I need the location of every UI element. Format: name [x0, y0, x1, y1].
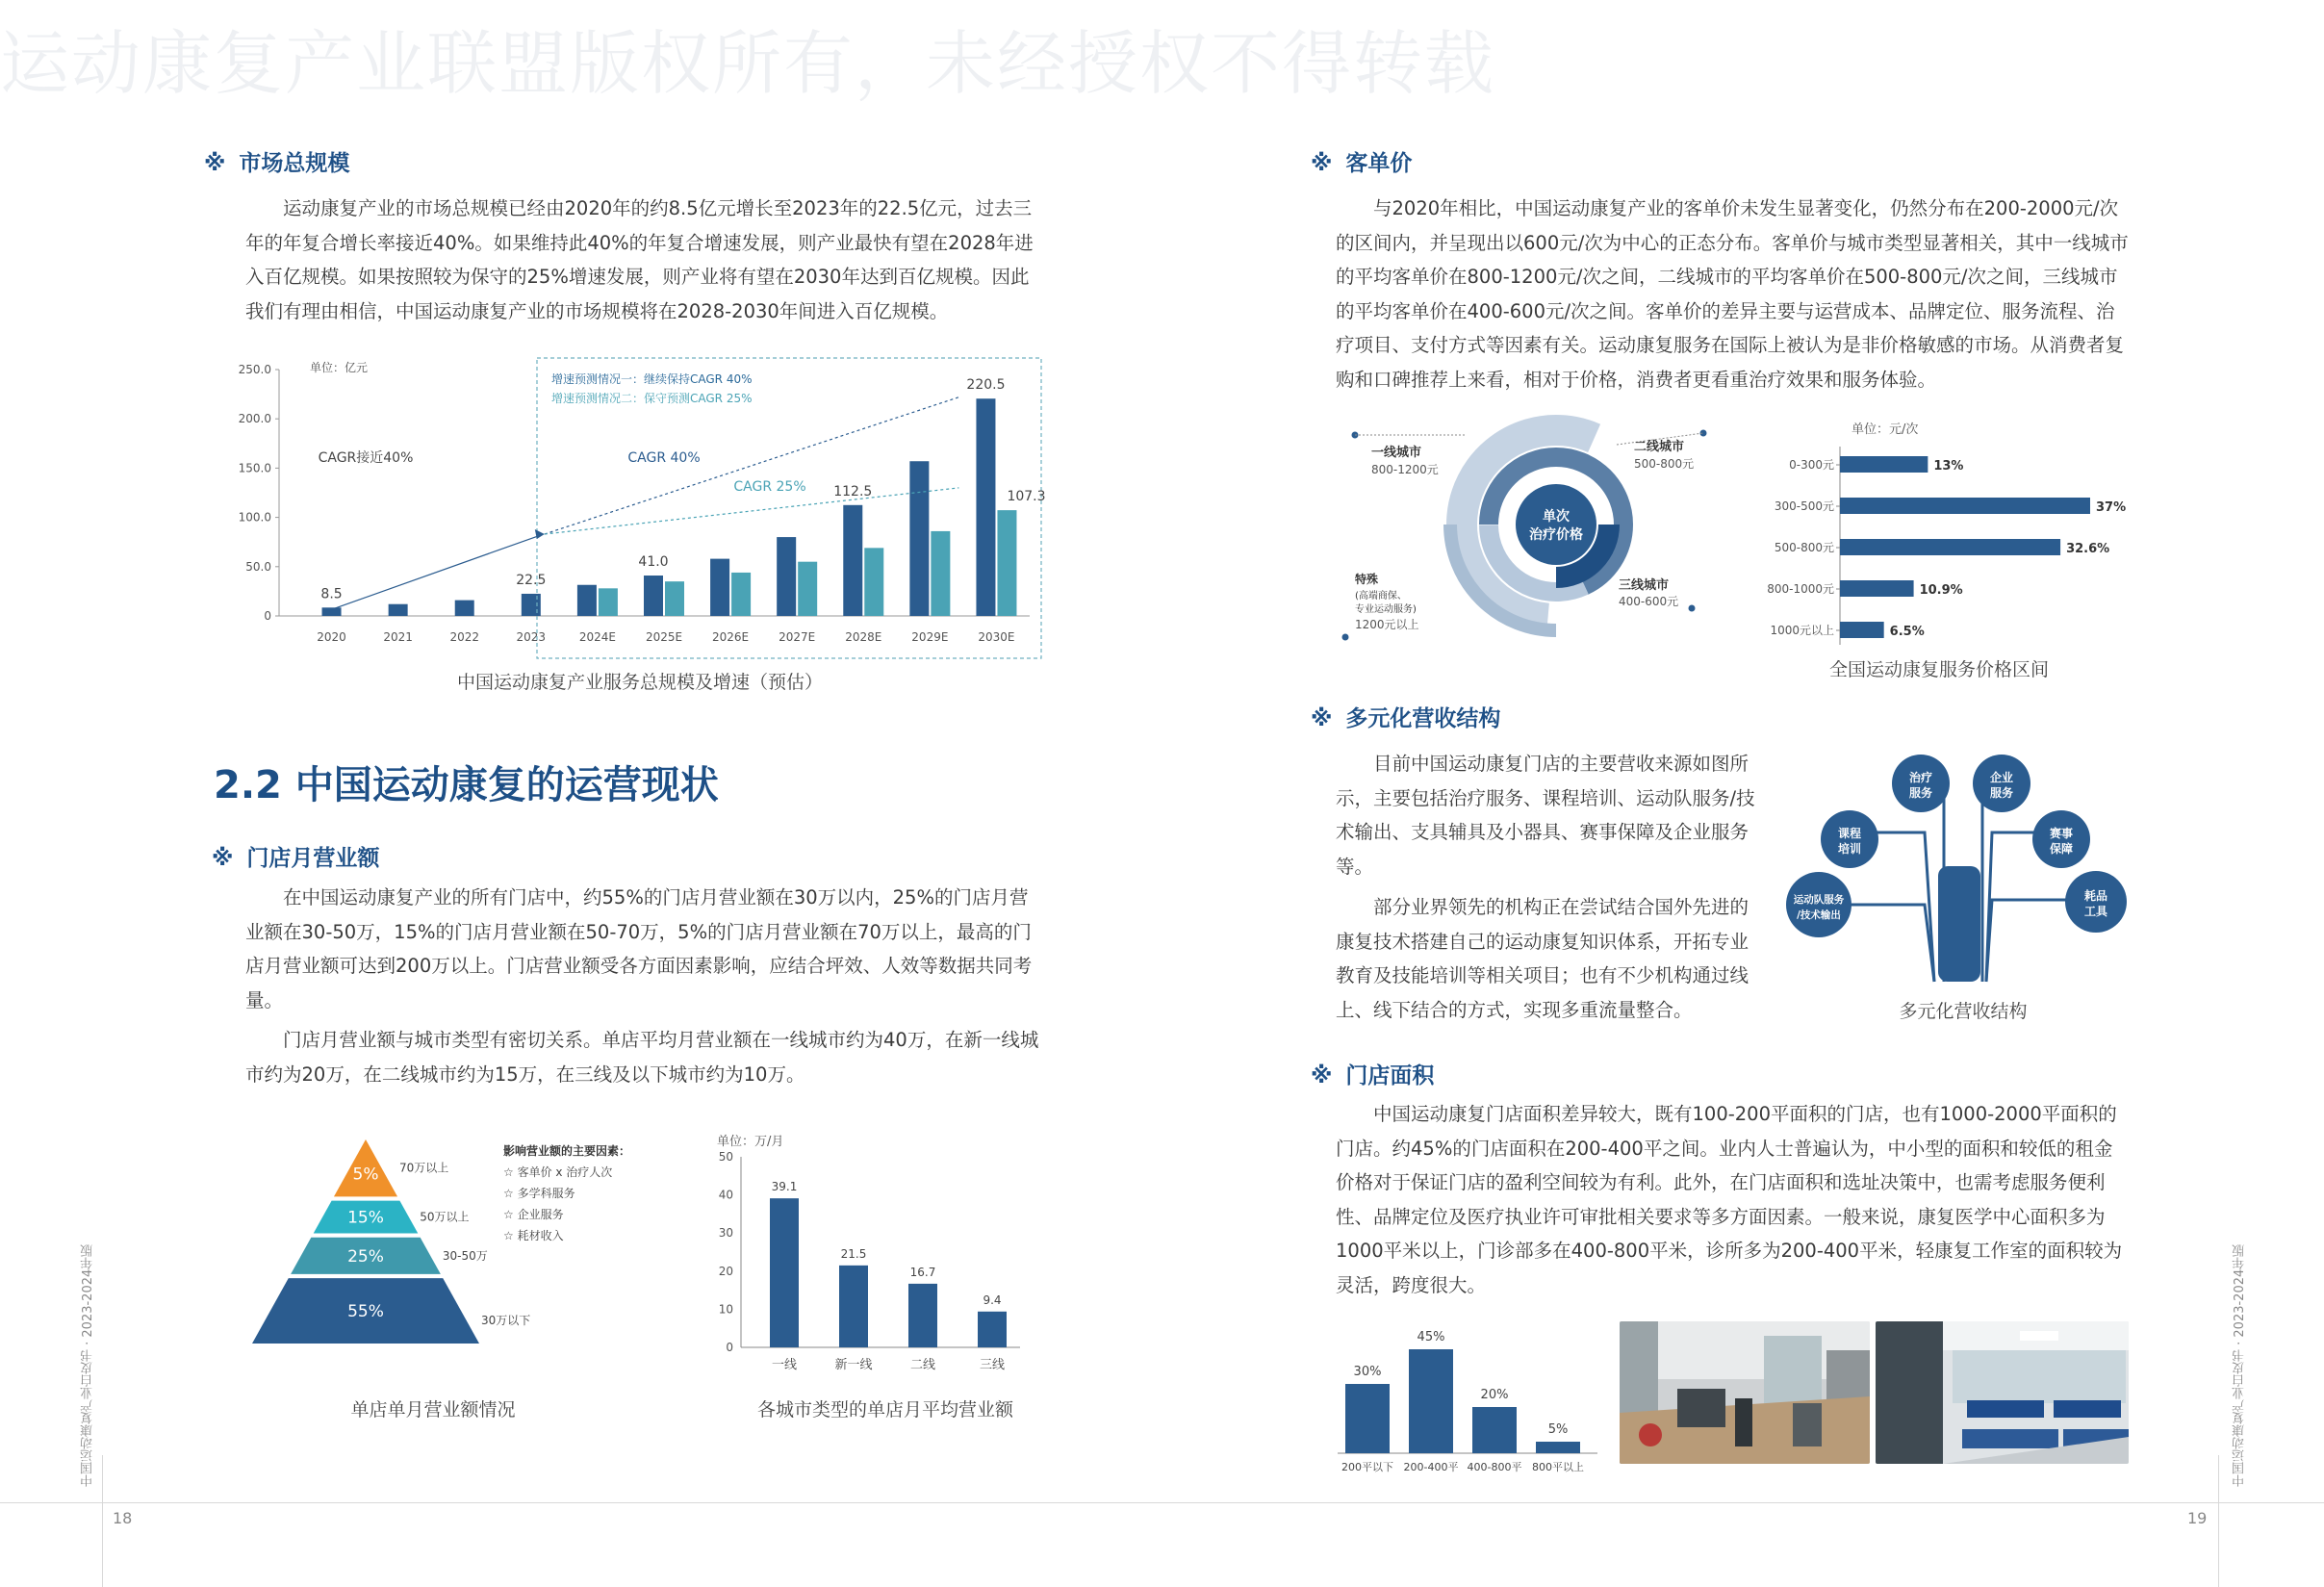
data-label: 9.4	[983, 1293, 1002, 1307]
price-bar	[1840, 622, 1884, 638]
x-tick-label: 2021	[383, 630, 413, 644]
data-label: 32.6%	[2066, 542, 2110, 556]
price-bar	[1840, 539, 2060, 555]
y-tick-label: 250.0	[238, 363, 271, 376]
y-tick-label: 40	[718, 1188, 733, 1202]
revenue-node-label: 治疗	[1908, 771, 1933, 784]
price-section-title	[1311, 145, 1412, 177]
area-bar	[1472, 1407, 1517, 1453]
bar-scenario-2	[864, 548, 883, 616]
section-mark: ※	[204, 151, 226, 176]
x-tick-label: 2025E	[645, 630, 683, 644]
x-tick-label: 2023	[516, 630, 547, 644]
revenue-section-title	[212, 840, 379, 872]
left-vertical-rule	[102, 1455, 103, 1587]
price-bar	[1840, 456, 1928, 473]
city-bar	[839, 1266, 868, 1347]
legend-item: ☆ 耗材收入	[503, 1229, 564, 1242]
data-label: 107.3	[1007, 489, 1046, 505]
center-label-1: 单次	[1543, 509, 1570, 525]
x-tick-label: 2028E	[845, 630, 882, 644]
trend-line-40	[545, 397, 959, 534]
trend-line-25	[545, 488, 959, 534]
area-section-title	[1311, 1058, 1434, 1089]
page-number-left: 18	[113, 1509, 133, 1527]
tier3-name: 三线城市	[1619, 578, 1670, 593]
data-label: 37%	[2096, 500, 2127, 515]
market-section-title	[204, 145, 349, 177]
unit-label: 单位：亿元	[310, 361, 369, 374]
y-tick-label: 30	[718, 1226, 733, 1241]
bar-scenario-1	[389, 604, 408, 616]
revenue-paragraph-2: 门店月营业额与城市类型有密切关系。单店平均月营业额在一线城市约为40万，在新一线城市约为20万，在二线城市约为15万，在三线及以下城市约为10万。	[245, 1029, 1039, 1086]
unit-label: 单位：元/次	[1852, 422, 1919, 437]
y-tick-label: 0	[264, 609, 271, 623]
x-tick-label: 400-800平	[1467, 1461, 1522, 1473]
bar-scenario-1	[522, 594, 541, 616]
bar-scenario-1	[843, 505, 862, 616]
pyramid-category: 30-50万	[442, 1248, 488, 1263]
y-tick-label: 10	[718, 1302, 733, 1317]
special-sub2: 专业运动服务)	[1355, 604, 1417, 615]
pyramid-legend	[503, 1143, 630, 1242]
revenue-node-label: 培训	[1837, 842, 1862, 856]
data-label: 5%	[1547, 1422, 1569, 1437]
data-label: 112.5	[833, 483, 873, 499]
revenue-title-text: 门店月营业额	[246, 846, 380, 871]
bar-scenario-1	[644, 576, 663, 616]
revenue-paragraph-1: 在中国运动康复产业的所有门店中，约55%的门店月营业额在30万以内，25%的门店月营业额在30-50万，15%的门店月营业额在50-70万，5%的门店月营业额在70万以上，最高的门店月营业额可达到200万以上。门店营业额受各方面因素影响，应结合坪效、人效等数据共同考量。	[245, 886, 1033, 1011]
data-label: 10.9%	[1919, 583, 1963, 598]
city-bar	[770, 1198, 799, 1347]
data-label: 16.7	[909, 1265, 936, 1279]
bar-scenario-2	[931, 531, 950, 616]
bar-scenario-2	[731, 573, 751, 616]
x-tick-label: 新一线	[834, 1358, 873, 1372]
y-tick-label: 50	[718, 1150, 733, 1164]
legend-scenario-2: 增速预测情况二：保守预测CAGR 25%	[551, 392, 753, 405]
trend-line-history	[332, 535, 541, 609]
x-tick-label: 2029E	[911, 630, 949, 644]
legend-item: ☆ 多学科服务	[503, 1187, 575, 1200]
revenue-node-label: /技术输出	[1797, 909, 1841, 921]
category-label: 1000元以上	[1770, 624, 1834, 637]
market-chart-bars	[322, 398, 1017, 616]
area-bar	[1409, 1349, 1453, 1453]
revenue-node-label: 企业	[1989, 771, 2014, 784]
data-label: 30%	[1353, 1365, 1382, 1379]
price-tier-diagram	[1328, 414, 1713, 664]
x-tick-label: 2030E	[978, 630, 1015, 644]
revenue-node-label: 服务	[1908, 786, 1933, 800]
section-mark: ※	[212, 846, 234, 871]
clinic-photo-1	[1620, 1321, 1870, 1464]
revenue-structure-diagram	[1780, 751, 2146, 991]
special-sub1: (高端商保、	[1355, 591, 1407, 602]
data-label: 6.5%	[1889, 625, 1925, 639]
special-range: 1200元以上	[1355, 618, 1419, 631]
market-chart	[231, 346, 1049, 664]
section-mark: ※	[1311, 1063, 1333, 1088]
bar-scenario-2	[997, 510, 1016, 616]
x-tick-label: 200-400平	[1403, 1461, 1459, 1473]
pyramid-category: 50万以上	[420, 1210, 470, 1224]
tier2-name: 二线城市	[1634, 440, 1685, 454]
bar-scenario-1	[710, 559, 729, 616]
market-title-text: 市场总规模	[239, 151, 350, 176]
center-circle	[1516, 484, 1596, 565]
footer-rule	[0, 1502, 2324, 1503]
diversified-paragraph-2: 部分业界领先的机构正在尝试结合国外先进的康复技术搭建自己的运动康复知识体系，开拓专业教育及技能培训等相关项目；也有不少机构通过线上、线下结合的方式，实现多重流量整合。	[1336, 896, 1749, 1021]
pyramid-category: 70万以上	[399, 1161, 449, 1175]
data-label: 22.5	[516, 572, 547, 588]
y-tick-label: 20	[718, 1264, 733, 1278]
tier3-dot	[1689, 605, 1696, 612]
revenue-node-label: 耗品	[2083, 889, 2108, 903]
connector	[1982, 791, 2002, 982]
annotation-cagr-25: CAGR 25%	[733, 479, 806, 495]
trend-arrow-head	[535, 529, 545, 539]
x-tick-label: 2027E	[779, 630, 816, 644]
category-label: 0-300元	[1789, 458, 1834, 472]
y-tick-label: 100.0	[238, 510, 271, 525]
page-number-right: 19	[2187, 1509, 2208, 1527]
y-tick-label: 150.0	[238, 461, 271, 475]
area-bar	[1536, 1442, 1580, 1453]
pyramid-value: 5%	[352, 1165, 379, 1185]
unit-label: 单位：万/月	[717, 1135, 784, 1149]
bar-scenario-2	[599, 588, 618, 616]
revenue-node-label: 赛事	[2049, 827, 2074, 840]
data-label: 220.5	[966, 377, 1006, 394]
price-distribution-bars	[1767, 422, 2126, 645]
price-title-text: 客单价	[1345, 151, 1413, 176]
data-label: 45%	[1417, 1330, 1445, 1344]
bar-scenario-1	[577, 585, 597, 616]
revenue-node-label: 课程	[1837, 827, 1862, 840]
pyramid-value: 25%	[347, 1246, 384, 1267]
right-vertical-rule	[2218, 1455, 2219, 1587]
city-revenue-caption: 各城市类型的单店月平均营业额	[756, 1399, 1013, 1421]
diversified-section-title	[1311, 701, 1500, 732]
store-area-chart	[1333, 1314, 1602, 1482]
y-tick-label: 0	[726, 1341, 733, 1354]
revenue-node-label: 服务	[1989, 786, 2014, 800]
tier2-range: 500-800元	[1634, 457, 1695, 471]
legend-title: 影响营业额的主要因素：	[503, 1144, 631, 1158]
tier1-name: 一线城市	[1371, 446, 1422, 460]
diversified-title-text: 多元化营收结构	[1345, 706, 1501, 731]
watermark: 运动康复产业联盟版权所有，未经授权不得转载	[0, 23, 1496, 104]
city-revenue-chart	[702, 1126, 1030, 1376]
x-tick-label: 2020	[317, 630, 346, 644]
area-bar	[1345, 1384, 1390, 1453]
bar-scenario-2	[665, 581, 684, 616]
pyramid-category: 30万以下	[481, 1314, 531, 1328]
tier3-range: 400-600元	[1619, 595, 1679, 608]
area-title-text: 门店面积	[1345, 1063, 1435, 1088]
category-label: 800-1000元	[1767, 582, 1834, 596]
bar-scenario-2	[798, 562, 817, 616]
right-side-text: 中国运动康复产业白皮书 · 2023-2024年版	[2233, 1243, 2247, 1487]
x-tick-label: 二线	[909, 1358, 936, 1372]
pyramid-caption: 单店单月营业额情况	[350, 1399, 516, 1421]
pyramid-value: 55%	[347, 1302, 384, 1322]
data-label: 20%	[1480, 1388, 1509, 1402]
market-paragraph: 运动康复产业的市场总规模已经由2020年的约8.5亿元增长至2023年的22.5亿元，过去三年的年复合增长率接近40%。如果维持此40%的年复合增速发展，则产业最快有望在2028年进入百亿规模。如果按照较为保守的25%增速发展，则产业将有望在2030年达到百亿规模。因此我们有理由相信，中国运动康复产业的市场规模将在2028-2030年间进入百亿规模。	[245, 197, 1034, 322]
legend-item: ☆ 企业服务	[503, 1208, 564, 1221]
special-name: 特殊	[1355, 573, 1379, 586]
bar-scenario-1	[455, 601, 474, 616]
city-revenue-bars	[717, 1135, 1020, 1372]
bar-scenario-1	[909, 461, 929, 616]
x-tick-label: 2024E	[578, 630, 616, 644]
revenue-structure-caption: 多元化营收结构	[1899, 1001, 2028, 1022]
x-tick-label: 800平以上	[1532, 1461, 1584, 1473]
data-label: 21.5	[840, 1246, 867, 1261]
section-heading: 2.2 中国运动康复的运营现状	[214, 763, 719, 807]
section-mark: ※	[1311, 706, 1333, 731]
bar-scenario-1	[322, 607, 342, 616]
center-label-2: 治疗价格	[1529, 527, 1583, 543]
bar-scenario-1	[976, 398, 995, 616]
tier1-range: 800-1200元	[1371, 463, 1439, 476]
pyramid-value: 15%	[347, 1208, 384, 1228]
data-label: 8.5	[320, 586, 343, 602]
city-bar	[978, 1312, 1007, 1347]
bar-scenario-1	[777, 537, 796, 616]
y-tick-label: 200.0	[238, 412, 271, 426]
y-tick-label: 50.0	[245, 559, 271, 574]
revenue-node-label: 保障	[2049, 842, 2074, 856]
data-label: 39.1	[771, 1180, 798, 1194]
legend-item: ☆ 客单价 x 治疗人次	[503, 1165, 613, 1179]
price-bar	[1840, 498, 2090, 514]
revenue-node-label: 运动队服务	[1793, 894, 1845, 906]
price-paragraph: 与2020年相比，中国运动康复产业的客单价未发生显著变化，仍然分布在200-2000元/次的区间内，并呈现出以600元/次为中心的正态分布。客单价与城市类型显著相关，其中一线城市的平均客单价在800-1200元/次之间，二线城市的平均客单价在500-800元/次之间，三线城市的平均客单价在400-600元/次之间。客单价的差异主要与运营成本、品牌定位、服务流程、治疗项目、支付方式等因素有关。运动康复服务在国际上被认为是非价格敏感的市场。从消费者复购和口碑推荐上来看，相对于价格，消费者更看重治疗效果和服务体验。	[1336, 197, 2129, 391]
store-area-bars	[1338, 1330, 1597, 1473]
annotation-cagr-40: CAGR 40%	[627, 450, 701, 466]
price-bar	[1840, 580, 1914, 597]
legend-scenario-1: 增速预测情况一：继续保持CAGR 40%	[551, 372, 753, 386]
pyramid-layers	[252, 1139, 530, 1344]
revenue-node-label: 工具	[2083, 905, 2108, 918]
x-tick-label: 2026E	[712, 630, 750, 644]
clinic-photo-2	[1876, 1321, 2129, 1464]
market-chart-caption: 中国运动康复产业服务总规模及增速（预估）	[456, 672, 823, 693]
price-distribution-chart	[1732, 414, 2146, 645]
x-tick-label: 2022	[449, 630, 480, 644]
data-label: 13%	[1933, 459, 1964, 474]
category-label: 300-500元	[1774, 499, 1834, 513]
data-label: 41.0	[638, 554, 669, 571]
section-mark: ※	[1311, 151, 1333, 176]
center-pillar	[1938, 866, 1980, 982]
category-label: 500-800元	[1774, 541, 1834, 554]
area-paragraph: 中国运动康复门店面积差异较大，既有100-200平面积的门店，也有1000-2000平面积的门店。约45%的门店面积在200-400平之间。业内人士普遍认为，中小型的面积和较低的租金价格对于保证门店的盈利空间较为有利。此外，在门店面积和选址决策中，也需考虑服务便利性、品牌定位及医疗执业许可审批相关要求等多方面因素。一般来说，康复医学中心面积多为1000平米以上，门诊部多在400-800平米，诊所多为200-400平米，轻康复工作室的面积较为灵活，跨度很大。	[1336, 1103, 2123, 1296]
x-tick-label: 一线	[771, 1358, 798, 1372]
city-bar	[908, 1284, 937, 1347]
diversified-paragraph-1: 目前中国运动康复门店的主要营收来源如图所示，主要包括治疗服务、课程培训、运动队服务/技术输出、支具辅具及小器具、赛事保障及企业服务等。	[1336, 753, 1755, 878]
x-tick-label: 200平以下	[1341, 1461, 1393, 1473]
special-dot	[1342, 634, 1349, 641]
price-caption: 全国运动康复服务价格区间	[1828, 659, 2049, 680]
left-side-text: 中国运动康复产业白皮书 · 2023-2024年版	[81, 1243, 95, 1487]
x-tick-label: 三线	[979, 1358, 1006, 1372]
annotation-cagr-history: CAGR接近40%	[318, 450, 414, 466]
pyramid-chart	[241, 1126, 645, 1357]
